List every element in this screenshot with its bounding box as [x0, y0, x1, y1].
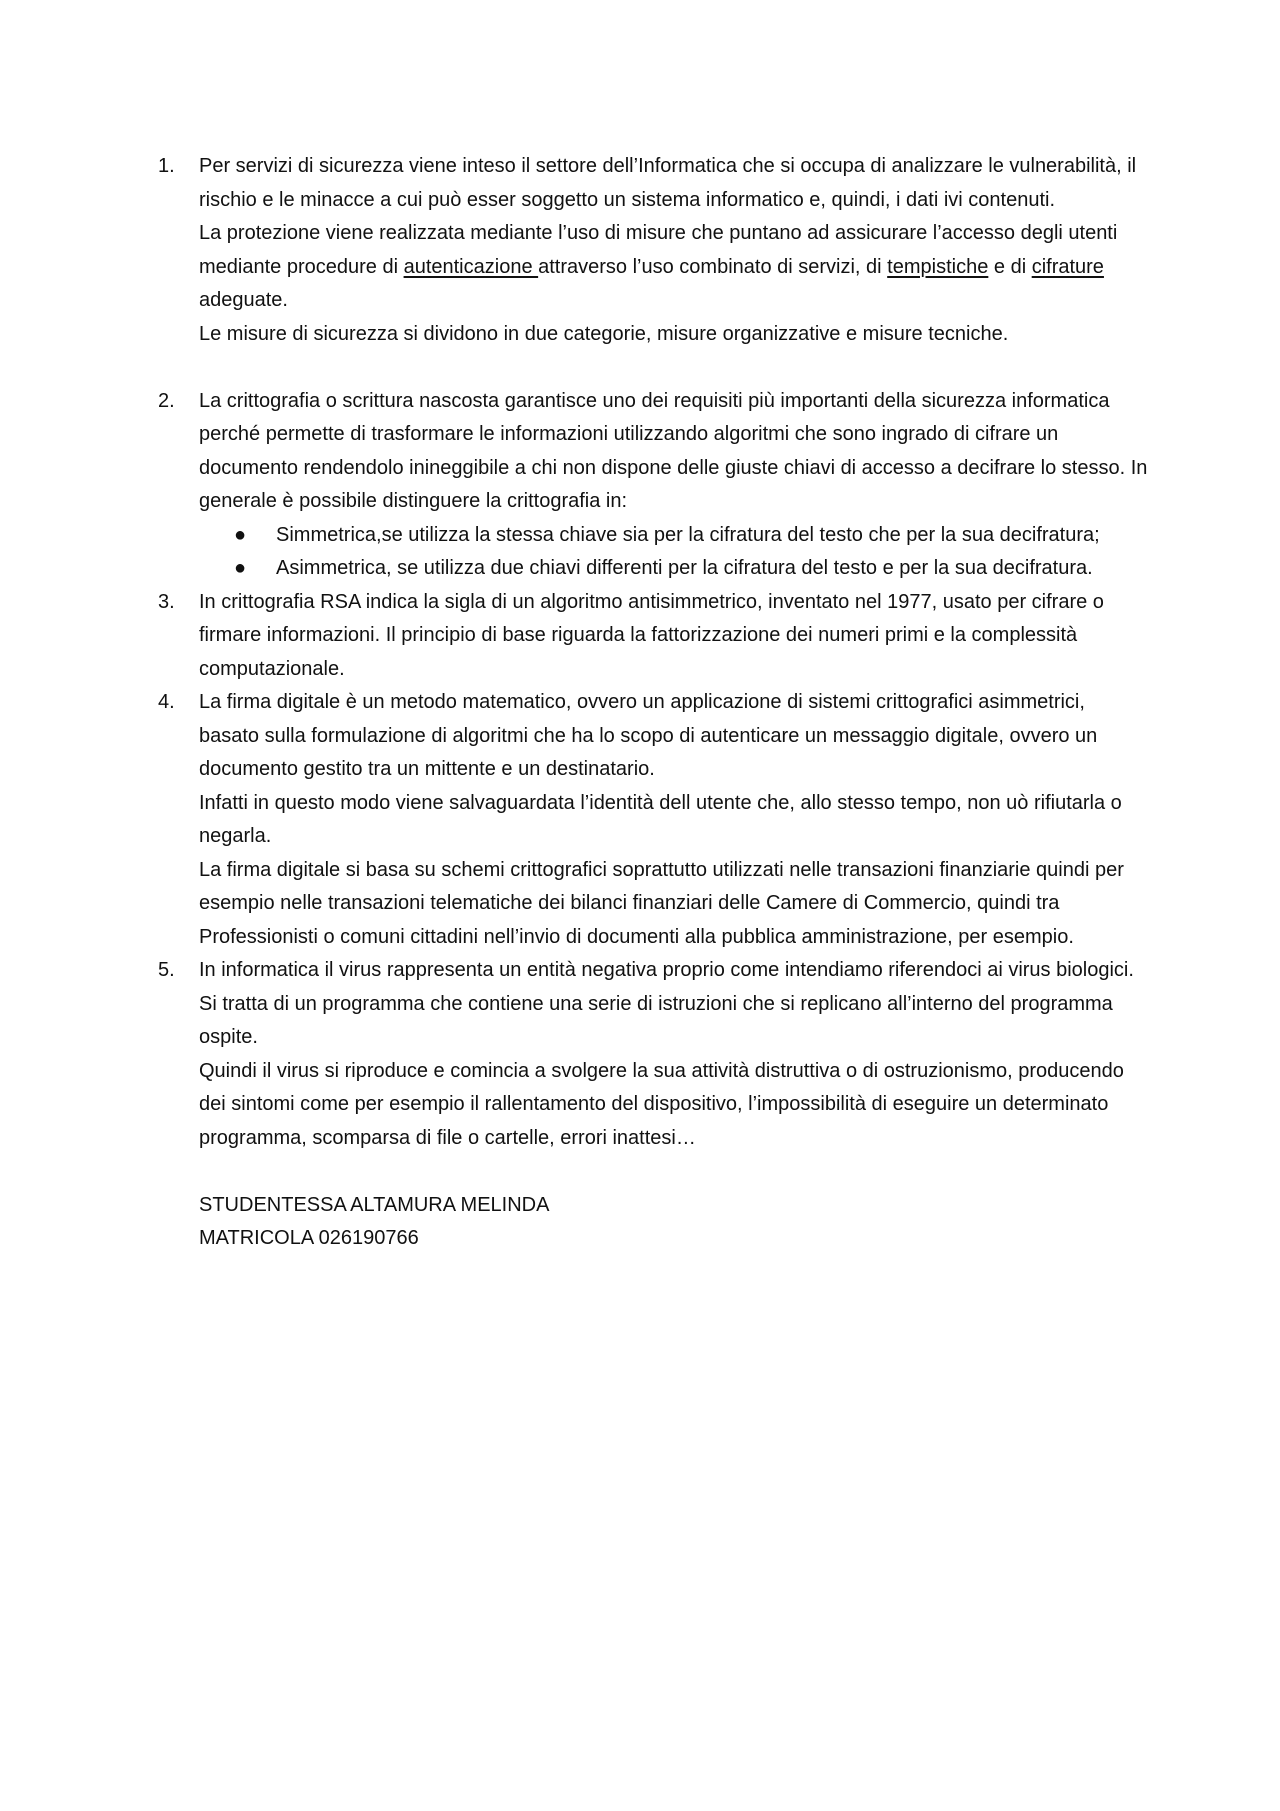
- list-item-2: [158, 385, 1148, 586]
- list-item-5: [158, 954, 1148, 1155]
- document-body: [158, 150, 1148, 1256]
- underlined-term-autenticazione: autenticazione: [403, 255, 539, 278]
- list-number: 1.: [158, 155, 175, 177]
- bullet-text: Asimmetrica, se utilizza due chiavi differenti per la cifratura del testo e per la sua decifratura.: [276, 557, 1093, 579]
- paragraph: Infatti in questo modo viene salvaguardata l’identità dell utente che, allo stesso tempo, non uò rifiutarla o negarla.: [199, 791, 1122, 847]
- paragraph: La firma digitale si basa su schemi crittografici soprattutto utilizzati nelle transazioni finanziarie quindi per esempio nelle transazioni telematiche dei bilanci finanziari delle Camere di Commercio, quindi tra Professionisti o comuni cittadini nell’invio di documenti alla pubblica amministrazione, per esempio.: [199, 858, 1124, 948]
- bullet-icon: ●: [234, 557, 247, 579]
- student-id: MATRICOLA 026190766: [199, 1227, 419, 1249]
- list-item-3: [158, 586, 1148, 687]
- underlined-term-cifrature: cifrature: [1031, 255, 1104, 278]
- text-run: La protezione viene realizzata mediante l’uso di misure che puntano ad assicurare l’accesso degli utenti mediante procedure di: [199, 222, 1118, 278]
- bullet-item: [199, 519, 1148, 553]
- bullet-list: [199, 519, 1148, 586]
- list-number: 3.: [158, 590, 175, 613]
- list-number: 2.: [158, 389, 175, 412]
- text-run: adeguate.: [199, 289, 288, 311]
- list-item-4: [158, 686, 1148, 954]
- paragraph: Le misure di sicurezza si dividono in due categorie, misure organizzative e misure tecniche.: [199, 322, 1009, 345]
- underlined-term-tempistiche: tempistiche: [887, 255, 989, 278]
- paragraph: [199, 217, 1148, 318]
- bullet-item: [199, 552, 1148, 586]
- paragraph: La crittografia o scrittura nascosta garantisce uno dei requisiti più importanti della sicurezza informatica perché permette di trasformare le informazioni utilizzando algoritmi che sono ingrado di cifrare un documento rendendolo inineggibile a chi non dispone delle giuste chiavi di accesso a decifrare lo stesso. In generale è possibile distinguere la crittografia in:: [199, 389, 1148, 512]
- text-run: e di: [988, 255, 1032, 278]
- list-item-1: [158, 150, 1148, 351]
- paragraph: In crittografia RSA indica la sigla di un algoritmo antisimmetrico, inventato nel 1977, usato per cifrare o firmare informazioni. Il principio di base riguarda la fattorizzazione dei numeri primi e la complessità computazionale.: [199, 590, 1104, 680]
- text-run: attraverso l’uso combinato di servizi, di: [538, 255, 888, 278]
- list-number: 4.: [158, 691, 175, 713]
- bullet-text: Simmetrica,se utilizza la stessa chiave sia per la cifratura del testo che per la sua decifratura;: [276, 523, 1100, 546]
- paragraph: La firma digitale è un metodo matematico, ovvero un applicazione di sistemi crittografici asimmetrici, basato sulla formulazione di algoritmi che ha lo scopo di autenticare un messaggio digitale, ovvero un documento gestito tra un mittente e un destinatario.: [199, 691, 1098, 780]
- signature-block: [158, 1189, 1148, 1256]
- paragraph: In informatica il virus rappresenta un entità negativa proprio come intendiamo riferendoci ai virus biologici. Si tratta di un programma che contiene una serie di istruzioni che si replicano all’interno del programma ospite.: [199, 959, 1134, 1048]
- paragraph: Quindi il virus si riproduce e comincia a svolgere la sua attività distruttiva o di ostruzionismo, producendo dei sintomi come per esempio il rallentamento del dispositivo, l’impossibilità di eseguire un determinato programma, scomparsa di file o cartelle, errori inattesi…: [199, 1059, 1124, 1149]
- bullet-icon: ●: [234, 523, 247, 546]
- list-number: 5.: [158, 959, 175, 981]
- student-name: STUDENTESSA ALTAMURA MELINDA: [199, 1193, 550, 1216]
- paragraph: Per servizi di sicurezza viene inteso il settore dell’Informatica che si occupa di analizzare le vulnerabilità, il rischio e le minacce a cui può esser soggetto un sistema informatico e, quindi, i dati ivi contenuti.: [199, 155, 1137, 211]
